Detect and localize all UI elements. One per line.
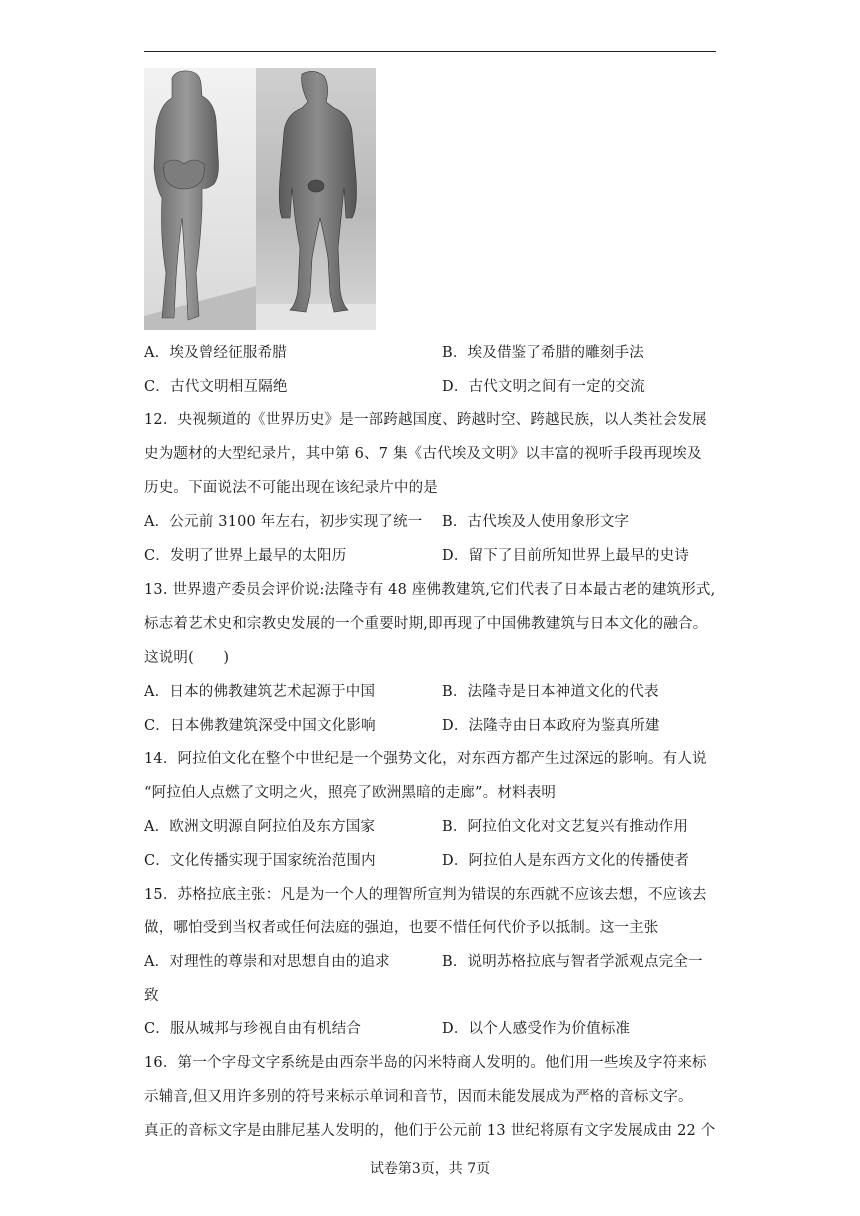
q14-option-d: D．阿拉伯人是东西方文化的传播使者 bbox=[442, 853, 690, 869]
q15-stem-line: 15．苏格拉底主张：凡是为一个人的理智所宣判为错误的东西就不应该去想，不应该去 bbox=[144, 887, 707, 903]
q13-option-d: D．法隆寺由日本政府为鉴真所建 bbox=[442, 718, 660, 734]
q13-option-a: A．日本的佛教建筑艺术起源于中国 bbox=[144, 684, 376, 700]
q13-stem-line: 13. 世界遗产委员会评价说:法隆寺有 48 座佛教建筑,它们代表了日本最古老的建筑形式, bbox=[144, 582, 716, 598]
q15-option-b: B．说明苏格拉底与智者学派观点完全一 bbox=[442, 954, 703, 970]
q14-stem-line: 14．阿拉伯文化在整个中世纪是一个强势文化，对东西方都产生过深远的影响。有人说 bbox=[144, 751, 707, 767]
q12-option-a: A．公元前 3100 年左右，初步实现了统一 bbox=[144, 514, 423, 530]
q15-option-b-wrap: 致 bbox=[144, 988, 159, 1004]
q14-option-a: A．欧洲文明源自阿拉伯及东方国家 bbox=[144, 819, 376, 835]
q11-option-a: A．埃及曾经征服希腊 bbox=[144, 345, 287, 361]
q13-option-c: C．日本佛教建筑深受中国文化影响 bbox=[144, 718, 376, 734]
q14-option-b: B．阿拉伯文化对文艺复兴有推动作用 bbox=[442, 819, 689, 835]
q13-stem-line: 标志着艺术史和宗教史发展的一个重要时期,即再现了中国佛教建筑与日本文化的融合。 bbox=[144, 616, 708, 632]
q14-stem-line: “阿拉伯人点燃了文明之火，照亮了欧洲黑暗的走廊”。材料表明 bbox=[144, 785, 557, 801]
q12-option-d: D．留下了目前所知世界上最早的史诗 bbox=[442, 548, 690, 564]
q13-stem-line: 这说明( ) bbox=[144, 650, 230, 666]
q12-stem-line: 史为题材的大型纪录片，其中第 6、7 集《古代埃及文明》以丰富的视听手段再现埃及 bbox=[144, 446, 702, 462]
q12-option-c: C．发明了世界上最早的太阳历 bbox=[144, 548, 347, 564]
q12-option-b: B．古代埃及人使用象形文字 bbox=[442, 514, 630, 530]
q15-option-c: C．服从城邦与珍视自由有机结合 bbox=[144, 1021, 362, 1037]
q13-option-b: B．法隆寺是日本神道文化的代表 bbox=[442, 684, 659, 700]
q14-option-c: C．文化传播实现于国家统治范围内 bbox=[144, 853, 376, 869]
q11-option-d: D．古代文明之间有一定的交流 bbox=[442, 379, 645, 395]
q15-option-d: D．以个人感受作为价值标准 bbox=[442, 1021, 631, 1037]
q16-stem-line: 示辅音,但又用许多别的符号来标示单词和音节，因而未能发展成为严格的音标文字。 bbox=[144, 1089, 693, 1105]
q12-stem-line: 历史。下面说法不可能出现在该纪录片中的是 bbox=[144, 480, 438, 496]
q12-stem-line: 12．央视频道的《世界历史》是一部跨越国度、跨越时空、跨越民族，以人类社会发展 bbox=[144, 412, 707, 428]
q15-stem-line: 做，哪怕受到当权者或任何法庭的强迫，也要不惜任何代价予以抵制。这一主张 bbox=[144, 920, 659, 936]
q16-stem-line: 真正的音标文字是由腓尼基人发明的，他们于公元前 13 世纪将原有文字发展成由 22 个 bbox=[144, 1123, 716, 1139]
q11-option-b: B．埃及借鉴了希腊的雕刻手法 bbox=[442, 345, 644, 361]
q16-stem-line: 16．第一个字母文字系统是由西奈半岛的闪米特商人发明的。他们用一些埃及字符来标 bbox=[144, 1055, 707, 1071]
q15-option-a: A．对理性的尊崇和对思想自由的追求 bbox=[144, 954, 390, 970]
q11-option-c: C．古代文明相互隔绝 bbox=[144, 379, 288, 395]
header-rule bbox=[144, 51, 716, 52]
statue-photo bbox=[144, 68, 376, 330]
page-footer: 试卷第3页，共 7页 bbox=[369, 1161, 491, 1177]
